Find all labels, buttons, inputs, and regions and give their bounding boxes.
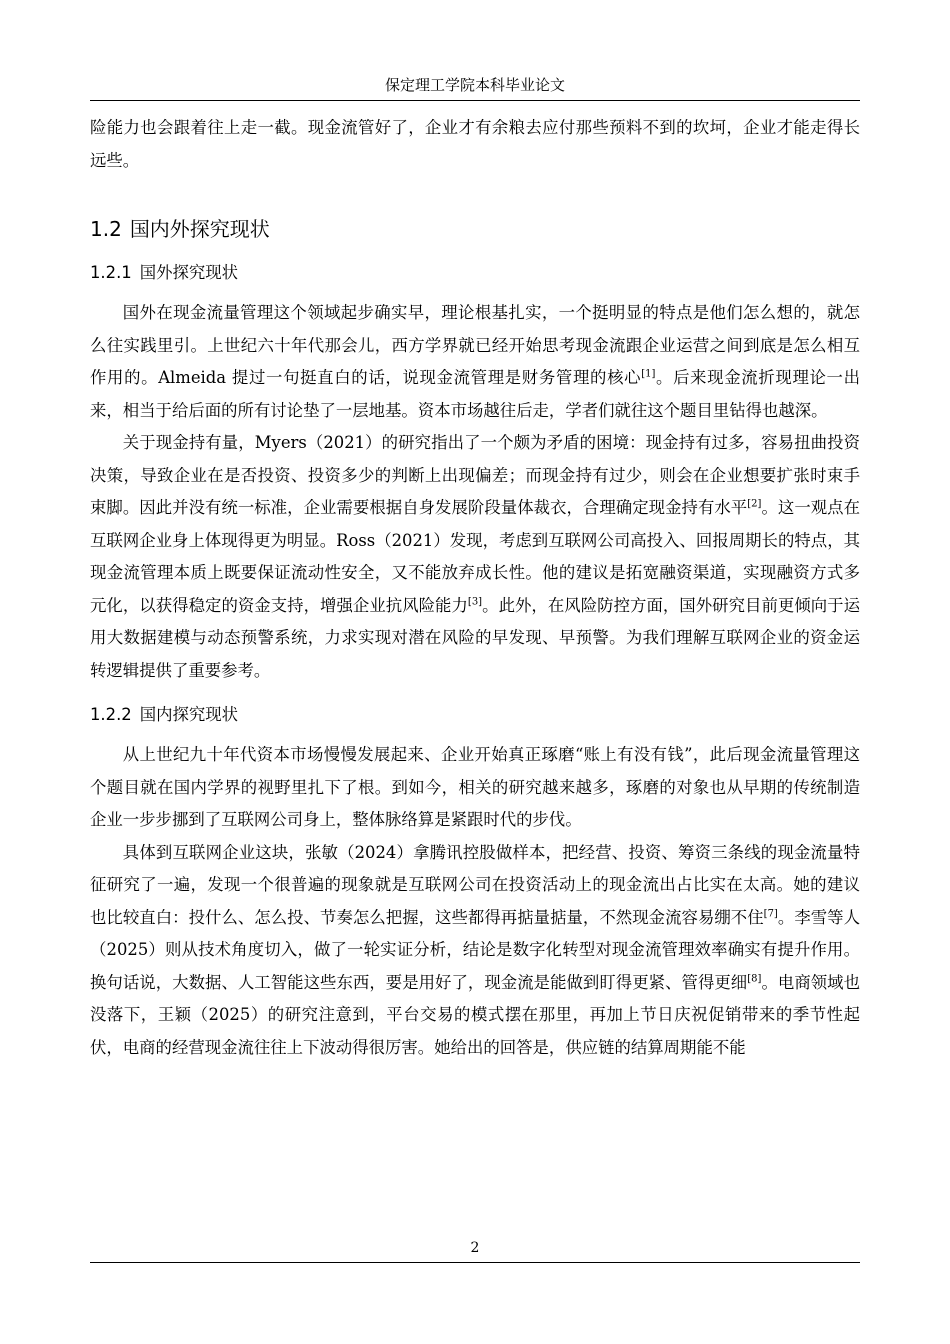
paragraph-text: 。后来现金流折现理论一出来，相当于给后面的所有讨论垫了一层地基。资本市场越往后走，学者们就往这个题目里钻得也越深。 bbox=[90, 368, 860, 420]
foreign-research-paragraph-1 bbox=[90, 297, 860, 427]
citation-marker[interactable]: [8] bbox=[747, 973, 762, 985]
subsection-number: 1.2.2 bbox=[90, 705, 132, 724]
section-heading-1-2 bbox=[90, 215, 860, 243]
page-number: 2 bbox=[470, 1240, 480, 1256]
citation-marker[interactable]: [3] bbox=[467, 596, 483, 608]
paragraph-text: 。李雪等人（2025）则从技术角度切入，做了一轮实证分析，结论是数字化转型对现金流管理效率确实有提升作用。换句话说，大数据、人工智能这些东西，要是用好了，现金流是能做到盯得更紧、管得更细 bbox=[90, 907, 860, 992]
paragraph-text: 。这一观点在互联网企业身上体现得更为明显。Ross（2021）发现，考虑到互联网公司高投入、回报周期长的特点，其现金流管理本质上既要保证流动性安全，又不能放弃成长性。他的建议是拓宽融资渠道，实现融资方式多元化，以获得稳定的资金支持，增强企业抗风险能力 bbox=[90, 498, 861, 615]
paragraph-text: 。此外，在风险防控方面，国外研究目前更倾向于运用大数据建模与动态预警系统，力求实现对潜在风险的早发现、早预警。为我们理解互联网企业的资金运转逻辑提供了重要参考。 bbox=[90, 595, 861, 680]
subsection-number: 1.2.1 bbox=[90, 263, 132, 282]
paragraph-text: 。电商领域也没落下，王颖（2025）的研究注意到，平台交易的模式摆在那里，再加上节日庆祝促销带来的季节性起伏，电商的经营现金流往往上下波动得很厉害。她给出的回答是，供应链的结算周期能不能 bbox=[90, 972, 861, 1057]
subsection-heading-1-2-2 bbox=[90, 703, 860, 727]
domestic-research-paragraph-1: 从上世纪九十年代资本市场慢慢发展起来、企业开始真正琢磨“账上有没有钱”，此后现金流量管理这个题目就在国内学界的视野里扎下了根。到如今，相关的研究越来越多，琢磨的对象也从早期的传统制造企业一步步挪到了互联网公司身上，整体脉络算是紧跟时代的步伐。 bbox=[90, 745, 860, 829]
intro-paragraph: 险能力也会跟着往上走一截。现金流管好了，企业才有余粮去应付那些预料不到的坎坷，企业才能走得长远些。 bbox=[90, 118, 860, 170]
subsection-heading-1-2-1 bbox=[90, 261, 860, 285]
footer-divider bbox=[90, 1262, 860, 1263]
subsection-title: 国内探究现状 bbox=[139, 705, 239, 724]
subsection-title: 国外探究现状 bbox=[139, 263, 239, 282]
foreign-research-paragraph-2 bbox=[90, 427, 860, 687]
domestic-research-paragraph-2 bbox=[90, 837, 860, 1065]
paragraph-text: 具体到互联网企业这块，张敏（2024）拿腾讯控股做样本，把经营、投资、筹资三条线的现金流量特征研究了一遍，发现一个很普遍的现象就是互联网公司在投资活动上的现金流出占比实在太高。她的建议也比较直白：投什么、怎么投、节奏怎么把握，这些都得再掂量掂量，不然现金流容易绷不住 bbox=[90, 842, 860, 927]
paragraph-text: 国外在现金流量管理这个领域起步确实早，理论根基扎实，一个挺明显的特点是他们怎么想的，就怎么往实践里引。上世纪六十年代那会儿，西方学界就已经开始思考现金流跟企业运营之间到底是怎么相互作用的。Almeida 提过一句挺直白的话，说现金流管理是财务管理的核心 bbox=[90, 303, 860, 387]
section-number: 1.2 bbox=[90, 217, 122, 241]
page-header-title: 保定理工学院本科毕业论文 bbox=[384, 76, 565, 94]
page-body bbox=[90, 112, 860, 1064]
citation-marker[interactable]: [1] bbox=[641, 368, 656, 380]
header-divider bbox=[90, 100, 860, 101]
paragraph-text: 关于现金持有量，Myers（2021）的研究指出了一个颇为矛盾的困境：现金持有过多，容易扭曲投资决策，导致企业在是否投资、投资多少的判断上出现偏差；而现金持有过少，则会在企业想要扩张时束手束脚。因此并没有统一标准，企业需要根据自身发展阶段量体裁衣，合理确定现金持有水平 bbox=[90, 433, 860, 517]
citation-marker[interactable]: [7] bbox=[763, 908, 778, 920]
citation-marker[interactable]: [2] bbox=[747, 498, 762, 510]
section-title: 国内外探究现状 bbox=[129, 217, 270, 241]
